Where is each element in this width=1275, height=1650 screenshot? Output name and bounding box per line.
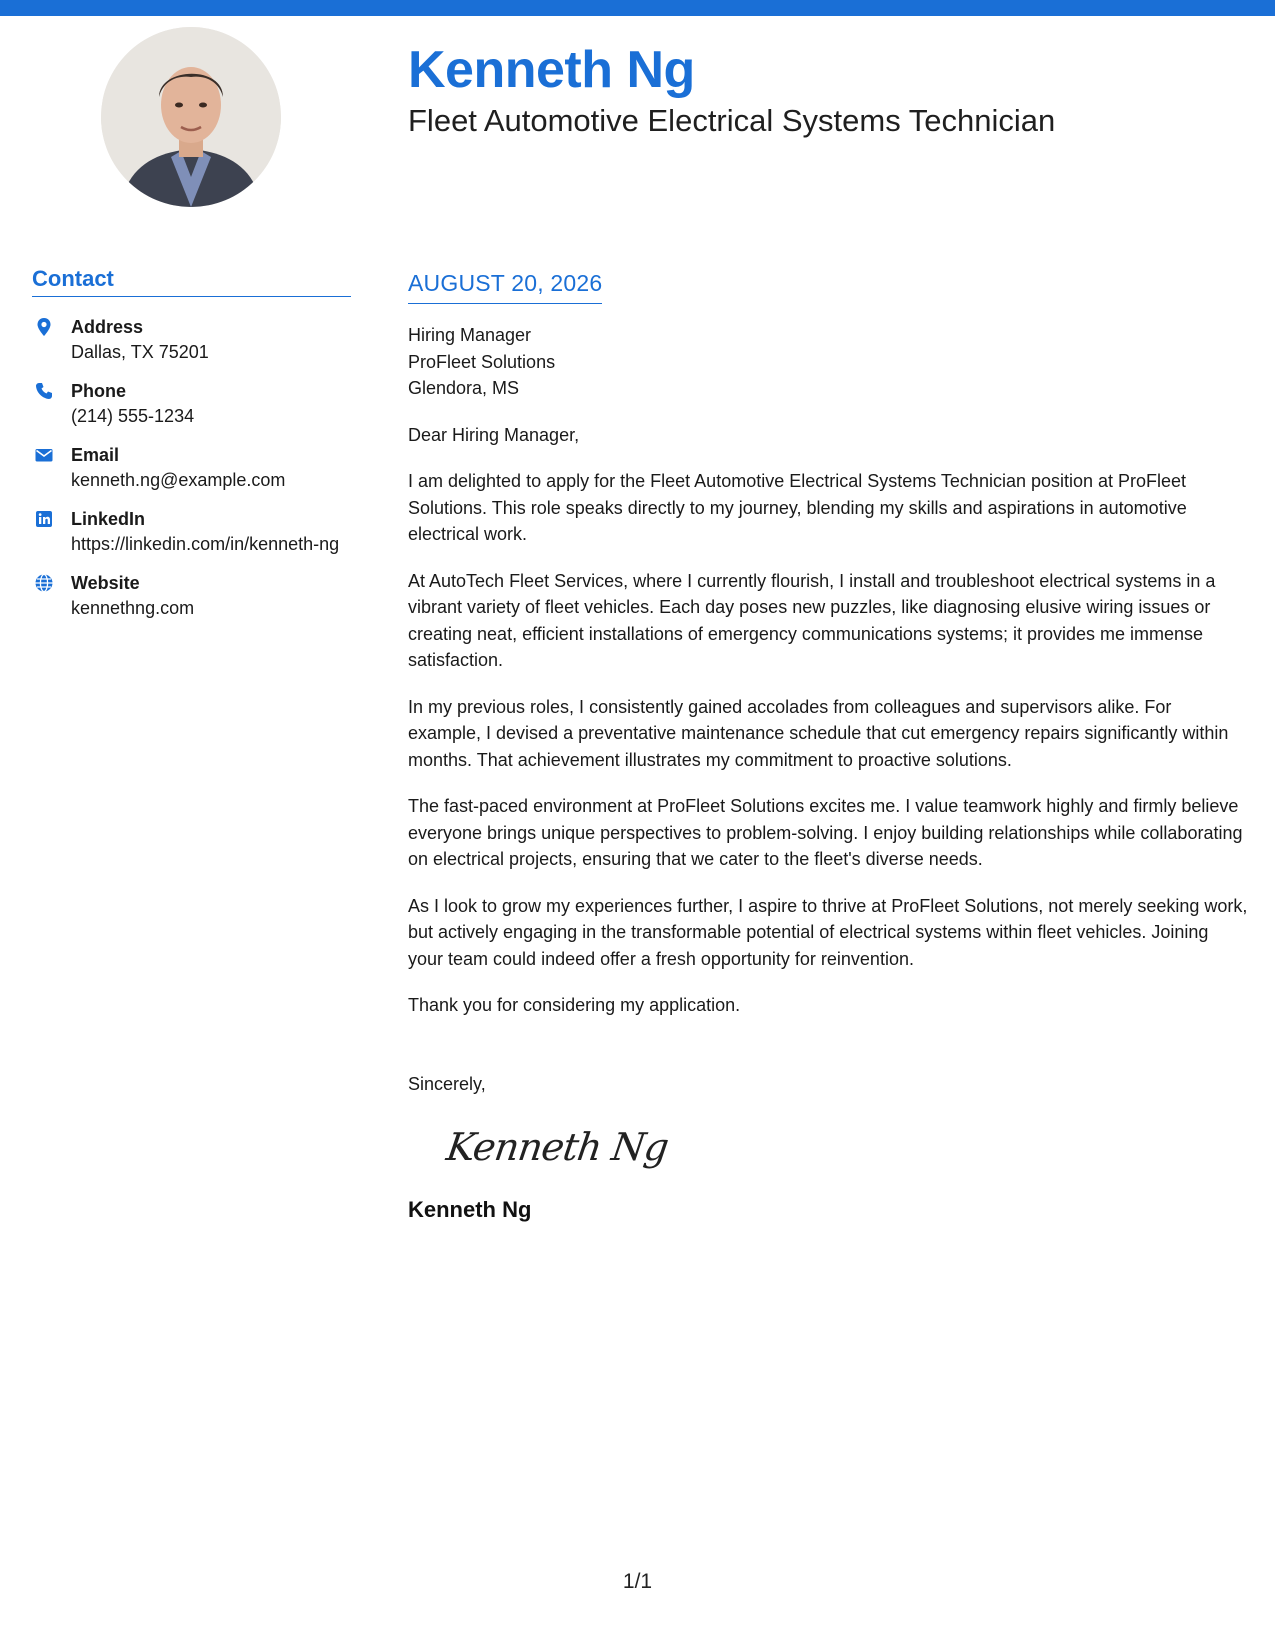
phone-value[interactable]: (214) 555-1234: [71, 406, 195, 426]
recipient-block: [408, 322, 1248, 402]
contact-list: [32, 315, 351, 621]
contact-label: Address: [71, 317, 144, 337]
phone-icon: [34, 381, 54, 401]
linkedin-icon: [34, 509, 54, 529]
handwritten-signature: Kenneth Ng: [443, 1125, 671, 1169]
page-number: 1/1: [622, 1570, 653, 1593]
body-paragraph: The fast-paced environment at ProFleet Solutions excites me. I value teamwork highly and firmly believe everyone brings unique perspectives to problem-solving. I enjoy building relationships while collaborating on electrical projects, ensuring that we cater to the fleet's diverse needs.: [408, 796, 1243, 869]
contact-heading: Contact: [32, 266, 351, 297]
applicant-name: Kenneth Ng: [408, 41, 695, 99]
closing: Sincerely,: [408, 1073, 486, 1094]
contact-label: LinkedIn: [71, 509, 146, 529]
job-title: Fleet Automotive Electrical Systems Technician: [408, 103, 1056, 138]
recipient-line: ProFleet Solutions: [408, 351, 556, 372]
body-paragraph: Thank you for considering my application.: [408, 995, 741, 1015]
globe-icon: [34, 573, 54, 593]
contact-label: Phone: [71, 381, 127, 401]
map-pin-icon: [34, 317, 54, 337]
envelope-icon: [34, 445, 54, 465]
contact-item-address: [32, 315, 351, 365]
salutation: Dear Hiring Manager,: [408, 424, 580, 445]
linkedin-link[interactable]: https://linkedin.com/in/kenneth-ng: [71, 534, 340, 554]
email-link[interactable]: kenneth.ng@example.com: [71, 470, 286, 490]
top-accent-bar: [0, 0, 1275, 16]
website-link[interactable]: kennethng.com: [71, 598, 195, 618]
body-paragraph: I am delighted to apply for the Fleet Automotive Electrical Systems Technician position at ProFleet Solutions. This role speaks directly to my journey, blending my skills and aspirations in automotive electrical work.: [408, 471, 1187, 544]
contact-item-email: [32, 443, 351, 493]
recipient-line: Glendora, MS: [408, 378, 520, 398]
profile-photo: [101, 27, 281, 207]
contact-item-linkedin: [32, 507, 351, 557]
body-paragraph: At AutoTech Fleet Services, where I currently flourish, I install and troubleshoot electrical systems in a vibrant variety of fleet vehicles. Each day poses new puzzles, like diagnosing elusive wiring issues or creating neat, efficient installations of emergency communications systems; it provides me immense satisfaction.: [408, 570, 1216, 670]
contact-sidebar: [32, 266, 351, 635]
contact-item-website: [32, 571, 351, 621]
body-paragraph: In my previous roles, I consistently gained accolades from colleagues and supervisors alike. For example, I devised a preventative maintenance schedule that cut emergency repairs significantly within months. That achievement illustrates my commitment to proactive solutions.: [408, 696, 1229, 770]
signoff-name: Kenneth Ng: [408, 1197, 532, 1222]
letter-body: [408, 270, 1248, 1223]
body-paragraph: As I look to grow my experiences further, I aspire to thrive at ProFleet Solutions, not merely seeking work, but actively engaging in the transformable potential of electrical systems within fleet vehicles. Joining your team could indeed offer a fresh opportunity for reinvention.: [408, 895, 1248, 969]
contact-item-phone: [32, 379, 351, 429]
contact-label: Website: [71, 573, 140, 593]
recipient-line: Hiring Manager: [408, 325, 532, 345]
contact-label: Email: [71, 445, 120, 465]
letter-date: AUGUST 20, 2026: [408, 270, 602, 304]
address-value: Dallas, TX 75201: [71, 342, 209, 362]
